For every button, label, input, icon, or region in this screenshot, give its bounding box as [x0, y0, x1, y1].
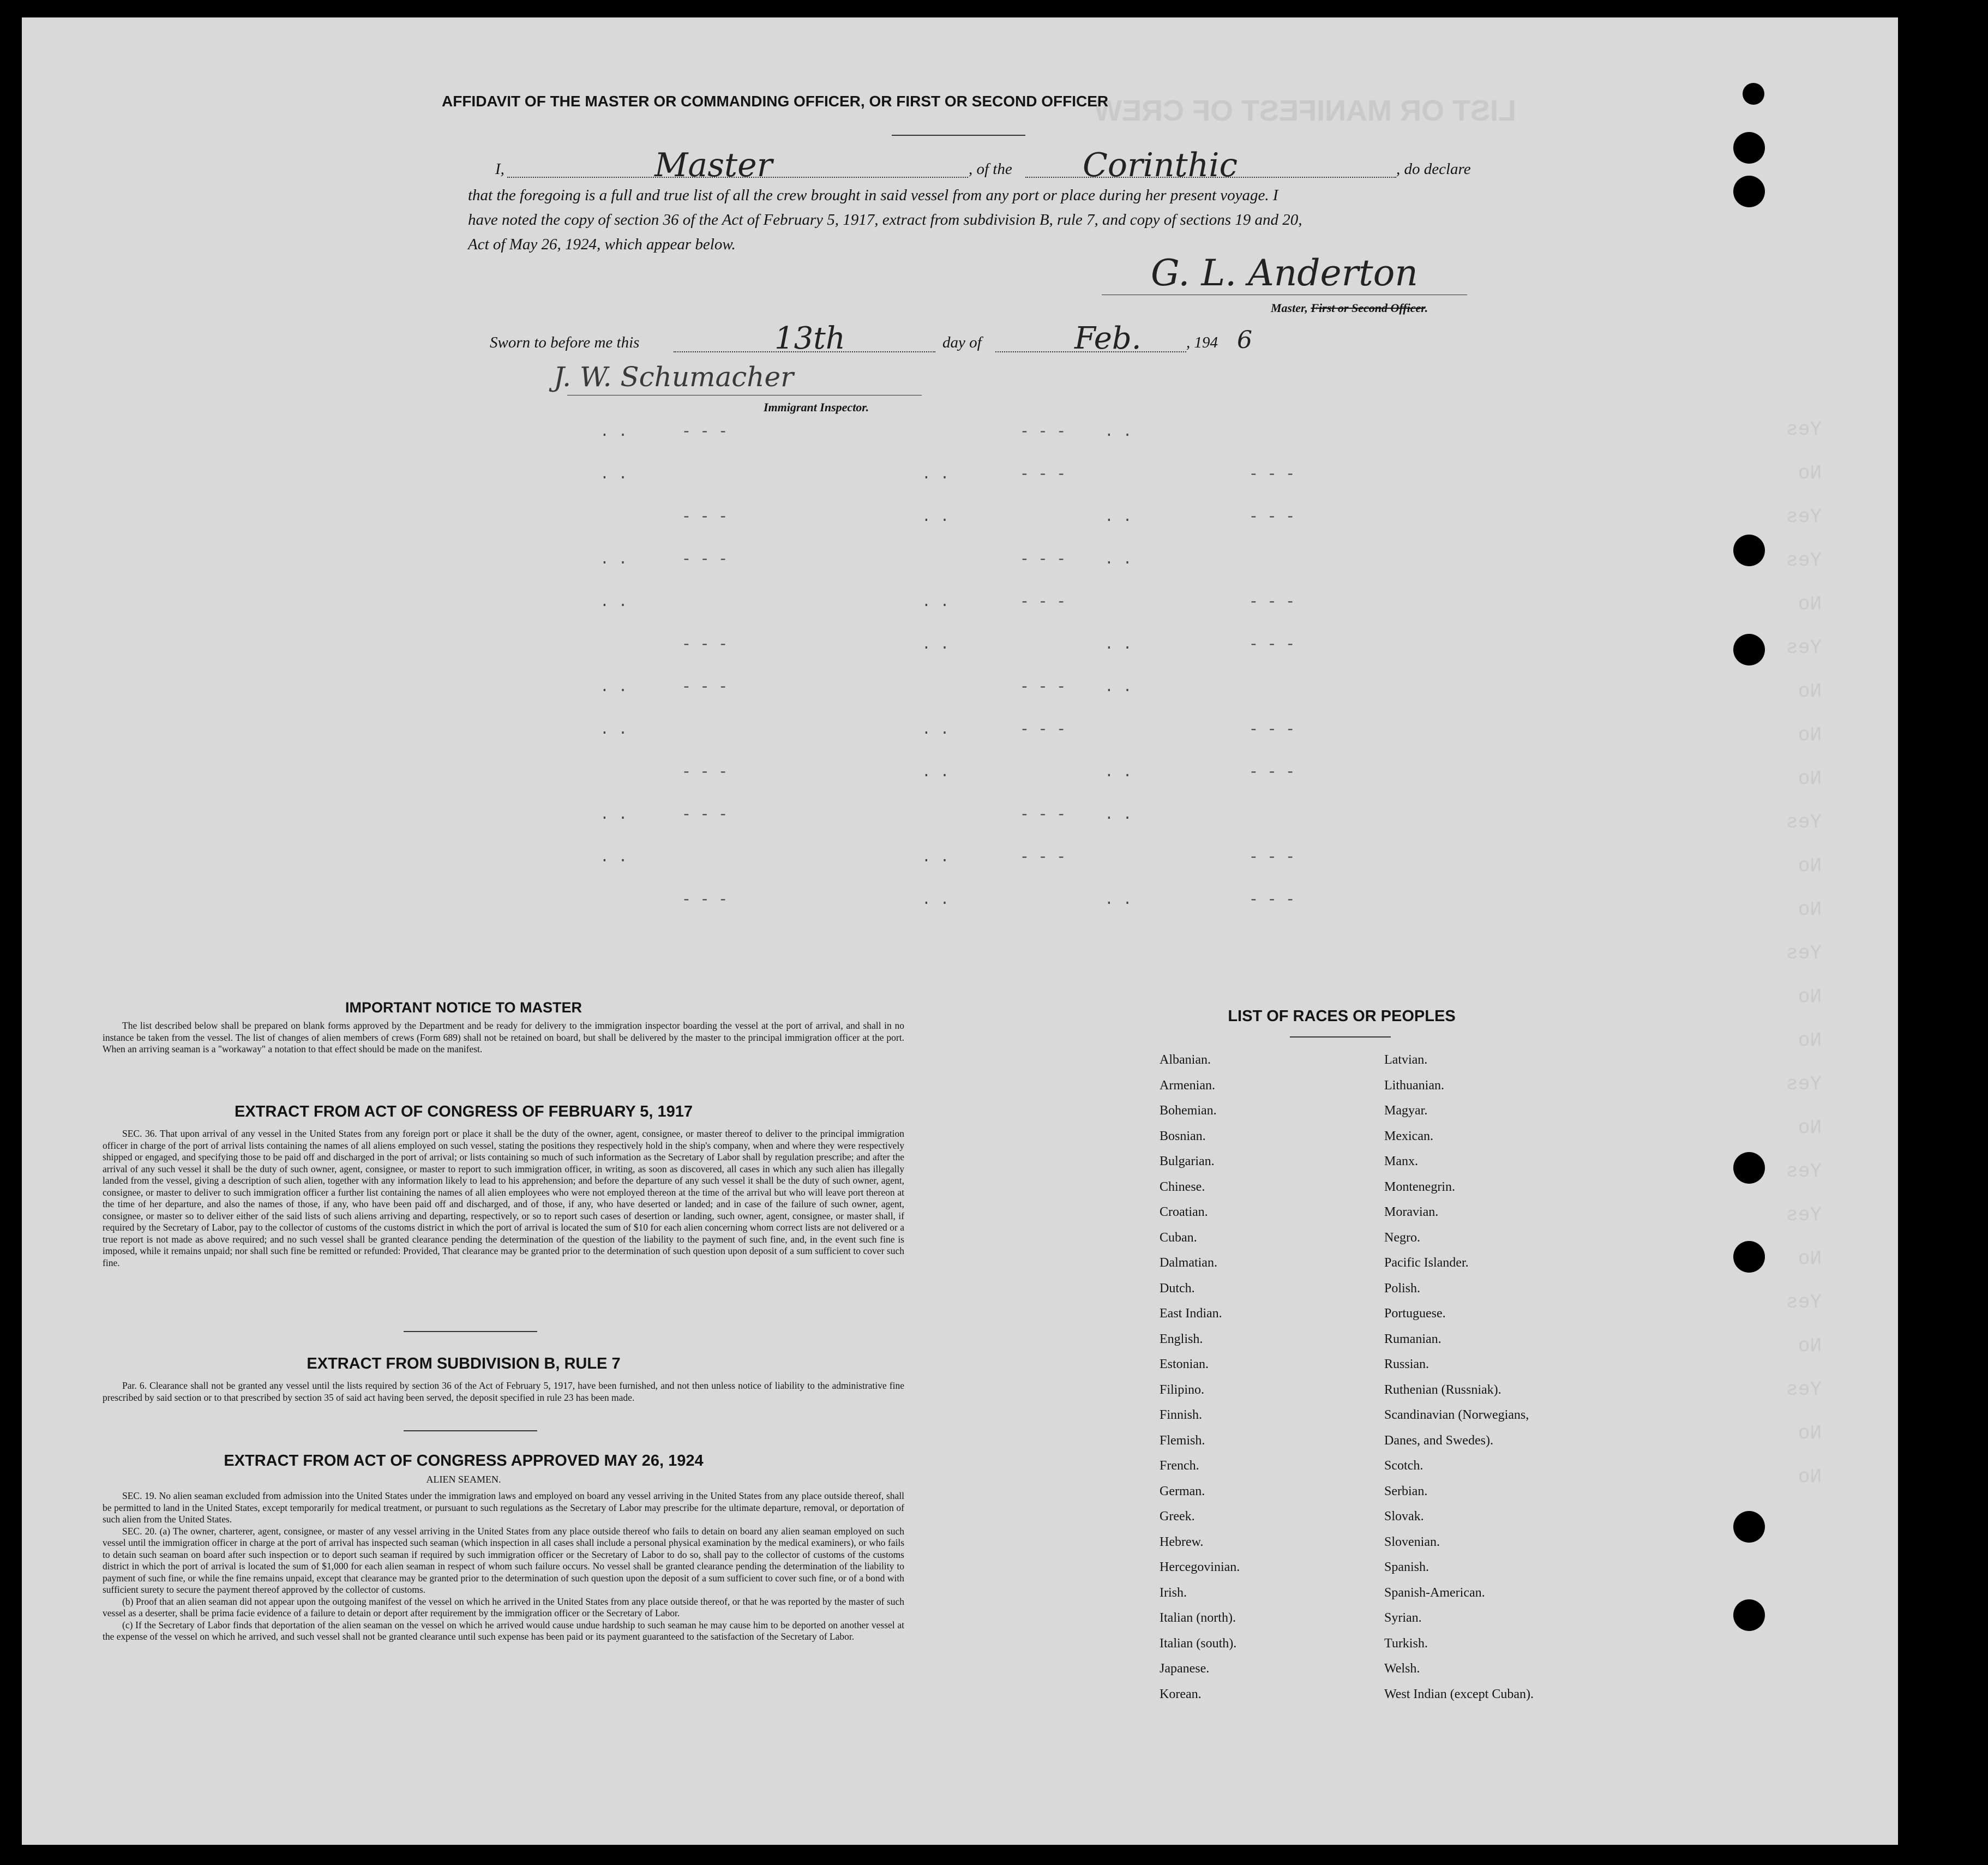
extract-rule7-paragraph: Par. 6. Clearance shall not be granted any vessel until the lists required by section 36 of the Act of February 5, 1917, have been furnished, and not then unless notice of liability to the administrative fine prescribed by said section or to that prescribed by section 35 of said act having been served, the deposit specified in rule 23 has been made. [103, 1380, 904, 1403]
race-item: Polish. [1384, 1281, 1421, 1296]
race-item: Finnish. [1160, 1408, 1203, 1422]
ditto-mark: . . [1104, 424, 1132, 441]
races-title: LIST OF RACES OR PEOPLES [1228, 1008, 1456, 1025]
sec20c-paragraph: (c) If the Secretary of Labor finds that deportation of the alien seaman on the vessel on which he arrived would cause undue hardship to such seaman he may cause him to be deported on another vessel at the expense of the vessel on which he arrived, and such vessel shall not be granted clearance until such expense has been paid or its payment guaranteed to the satisfaction of the Secretary of Labor. [103, 1619, 904, 1642]
punch-hole [1733, 535, 1765, 566]
race-item: Slovenian. [1384, 1534, 1440, 1549]
bleed-row: No [1798, 1422, 1822, 1444]
race-item: Pacific Islander. [1384, 1256, 1469, 1270]
ditto-mark: . . [600, 722, 628, 739]
ditto-mark: - - - [1249, 722, 1295, 739]
ditto-mark: - - - [682, 637, 728, 653]
extract-1917-text [103, 1128, 904, 1269]
master-caption-struck: First or Second Officer [1311, 301, 1425, 315]
ditto-mark: . . [1104, 892, 1132, 909]
ditto-mark: . . [1104, 551, 1132, 568]
punch-hole [1733, 1599, 1765, 1631]
extract-rule7-text [103, 1380, 904, 1404]
ditto-mark: - - - [1020, 722, 1066, 739]
race-item: Rumanian. [1384, 1332, 1442, 1346]
race-item: Spanish. [1384, 1560, 1430, 1574]
bleed-row: Yes [1786, 1160, 1822, 1183]
bleed-header: LIST OR MANIFEST OF CREW [1094, 94, 1516, 127]
bleed-row: Yes [1786, 1073, 1822, 1095]
race-item: Bohemian. [1160, 1104, 1217, 1118]
ditto-mark: - - - [1249, 509, 1295, 526]
race-item: Latvian. [1384, 1053, 1428, 1067]
ditto-mark: - - - [1020, 679, 1066, 696]
bleed-row: Yes [1786, 1204, 1822, 1226]
notice-text [103, 1020, 904, 1056]
ditto-mark: . . [922, 849, 950, 866]
section-rule [404, 1430, 537, 1431]
officer-rank-handwriting: Master [654, 146, 773, 184]
race-item: English. [1160, 1332, 1203, 1346]
bleed-row: Yes [1786, 1291, 1822, 1314]
punch-hole [1733, 176, 1765, 207]
sworn-prefix: Sworn to before me this [490, 334, 640, 351]
race-item: Cuban. [1160, 1230, 1197, 1245]
bleed-row: No [1798, 462, 1822, 484]
race-item: Russian. [1384, 1357, 1430, 1371]
ditto-mark: . . [1104, 764, 1132, 781]
ditto-mark: . . [1104, 637, 1132, 653]
race-item: Spanish-American. [1384, 1585, 1485, 1600]
ditto-mark: - - - [1249, 466, 1295, 483]
race-item: East Indian. [1160, 1306, 1222, 1321]
race-item: Welsh. [1384, 1662, 1420, 1676]
ditto-mark: . . [922, 509, 950, 526]
race-item: Hebrew. [1160, 1534, 1204, 1549]
race-item: Moravian. [1384, 1205, 1439, 1219]
ditto-mark: - - - [1020, 807, 1066, 824]
ditto-mark: . . [600, 679, 628, 696]
race-item: Manx. [1384, 1154, 1418, 1168]
race-item: Magyar. [1384, 1104, 1428, 1118]
affidavit-line1-mid: , of the [969, 160, 1012, 178]
punch-hole [1733, 1152, 1765, 1184]
inspector-signature: J. W. Schumacher [554, 361, 794, 393]
race-item: Flemish. [1160, 1433, 1205, 1448]
ditto-mark: - - - [1020, 466, 1066, 483]
bleed-row: Yes [1786, 637, 1822, 659]
race-item: Ruthenian (Russniak). [1384, 1382, 1501, 1397]
race-item: Danes, and Swedes). [1384, 1433, 1493, 1448]
sworn-day-label: day of [942, 334, 982, 351]
bleed-row: Yes [1786, 811, 1822, 833]
extract-1917-paragraph: SEC. 36. That upon arrival of any vessel in the United States from any foreign port or place it shall be the duty of the owner, agent, consignee, or master thereof to deliver to the principal immigration officer in charge of the port of arrival lists containing the names of all aliens employed on such vessel, stating the positions they respectively hold in the ship's company, when and where they were respectively shipped or engaged, and specifying those to be paid off and discharged in the port of arrival; or lists containing so much of such information as the Secretary of Labor shall by regulation prescribe; and after the arrival of any such vessel it shall be the duty of such owner, agent, consignee, or master to report to such immigration officer, in writing, as soon as discovered, all cases in which any such alien has illegally landed from the vessel, giving a description of such alien, together with any information likely to lead to his apprehension; and before the departure of any such vessel it shall be the duty of such owner, agent, consignee, or master to deliver to such immigration officer a further list containing the names of all alien employees who were not employed thereon at the time of the arrival but who will leave port thereon at the time of her departure, and also the names of those, if any, who have been paid off and discharged, and of those, if any, who have deserted or landed; and in case of the failure of such owner, agent, consignee, or master so to deliver either of the said lists of such aliens arriving and departing, respectively, or so to report such cases of desertion or landing, such owner, agent, consignee, or master shall, if required by the Secretary of Labor, pay to the collector of customs of the customs district in which the port of arrival is located the sum of $10 for each alien concerning whom correct lists are not delivered or a true report is not made as above required; and no such vessel shall be granted clearance pending the determination of the question of the liability to the payment of such fine, and, in the event such fine is imposed, while it remains unpaid; nor shall such fine be remitted or refunded: Provided, That clearance may be granted prior to the determination of such question upon deposit of a sum sufficient to cover such fine. [103, 1128, 904, 1268]
sworn-year-prefix: , 194 [1186, 334, 1218, 351]
race-item: Turkish. [1384, 1636, 1428, 1651]
ditto-mark: . . [922, 764, 950, 781]
master-caption-prefix: Master, [1271, 301, 1308, 315]
extract-rule7-title: EXTRACT FROM SUBDIVISION B, RULE 7 [307, 1355, 621, 1372]
ditto-mark: . . [600, 466, 628, 483]
punch-hole [1733, 634, 1765, 665]
ditto-mark: . . [922, 466, 950, 483]
ditto-mark: . . [600, 594, 628, 611]
bleed-row: Yes [1786, 1378, 1822, 1401]
race-item: Albanian. [1160, 1053, 1211, 1067]
ditto-mark: - - - [1249, 637, 1295, 653]
race-item: Negro. [1384, 1230, 1420, 1245]
race-item: Montenegrin. [1384, 1179, 1455, 1194]
inspector-caption: Immigrant Inspector. [764, 400, 869, 414]
race-item: Irish. [1160, 1585, 1187, 1600]
sworn-year-digit: 6 [1237, 326, 1252, 354]
notice-title: IMPORTANT NOTICE TO MASTER [345, 999, 582, 1016]
affidavit-line2: that the foregoing is a full and true list of all the crew brought in said vessel from any port or place during her present voyage. I [468, 187, 1278, 204]
affidavit-line1-suffix: , do declare [1396, 160, 1471, 178]
bleed-row: No [1798, 680, 1822, 703]
race-item: Italian (south). [1160, 1636, 1237, 1651]
bleed-row: No [1798, 855, 1822, 877]
race-item: Chinese. [1160, 1179, 1205, 1194]
document-page [22, 17, 1898, 1845]
bleed-row: No [1798, 593, 1822, 615]
bleed-row: No [1798, 767, 1822, 790]
punch-hole [1733, 132, 1765, 164]
ditto-mark: - - - [1020, 551, 1066, 568]
punch-hole [1743, 83, 1764, 105]
affidavit-line4: Act of May 26, 1924, which appear below. [468, 236, 736, 253]
race-item: Bulgarian. [1160, 1154, 1215, 1168]
race-item: Estonian. [1160, 1357, 1209, 1371]
extract-1924-title: EXTRACT FROM ACT OF CONGRESS APPROVED MAY 26, 1924 [224, 1452, 704, 1470]
ditto-mark: . . [1104, 807, 1132, 824]
ditto-mark: . . [922, 722, 950, 739]
extract-1924-subtitle: ALIEN SEAMEN. [426, 1474, 501, 1485]
ditto-mark: - - - [1249, 594, 1295, 611]
ditto-mark: - - - [1249, 764, 1295, 781]
race-item: Filipino. [1160, 1382, 1205, 1397]
races-title-rule [1290, 1036, 1391, 1038]
ditto-mark: - - - [1249, 892, 1295, 909]
sec20b-paragraph: (b) Proof that an alien seaman did not appear upon the outgoing manifest of the vessel on which he arrived in the United States from any place outside thereof, or that he was reported by the master of such vessel as a deserter, shall be prima facie evidence of a failure to detain or deport after requirement by the immigration officer or the Secretary of Labor. [103, 1596, 904, 1618]
races-column-2 [1384, 1047, 1534, 1707]
master-signature: G. L. Anderton [1151, 252, 1418, 294]
bleed-row: No [1798, 898, 1822, 921]
extract-1917-title: EXTRACT FROM ACT OF CONGRESS OF FEBRUARY 5, 1917 [234, 1103, 693, 1120]
race-item: German. [1160, 1484, 1205, 1498]
affidavit-line3: have noted the copy of section 36 of the Act of February 5, 1917, extract from subdivision B, rule 7, and copy of sections 19 and 20, [468, 211, 1302, 229]
bleed-row: Yes [1786, 506, 1822, 528]
ditto-mark: - - - [1249, 849, 1295, 866]
affidavit-line1-prefix: I, [495, 160, 504, 178]
ditto-mark: . . [600, 849, 628, 866]
ditto-mark: - - - [682, 764, 728, 781]
ditto-mark: - - - [1020, 849, 1066, 866]
affidavit-title-rule [892, 135, 1025, 136]
races-column-1 [1160, 1047, 1240, 1707]
race-item: French. [1160, 1459, 1199, 1473]
vessel-name-handwriting: Corinthic [1083, 146, 1238, 184]
ditto-mark: . . [600, 424, 628, 441]
ditto-mark: - - - [682, 551, 728, 568]
notice-paragraph: The list described below shall be prepared on blank forms approved by the Department and be ready for delivery to the immigration inspector boarding the vessel at the port of arrival, and shall in no instance be taken from the vessel. The list of changes of alien members of crews (Form 689) shall not be retained on board, but shall be delivered by the master to the principal immigration officer at the port. When an arriving seaman is a "workaway" a notation to that effect should be made on the manifest. [103, 1020, 904, 1054]
bleed-row: Yes [1786, 418, 1822, 441]
bleed-row: No [1798, 1029, 1822, 1052]
ditto-mark: . . [922, 594, 950, 611]
bleed-row: Yes [1786, 942, 1822, 964]
ditto-mark: - - - [682, 679, 728, 696]
ditto-mark: - - - [1020, 424, 1066, 441]
punch-hole [1733, 1241, 1765, 1273]
race-item: Croatian. [1160, 1205, 1208, 1219]
bleed-row: No [1798, 1117, 1822, 1139]
bleed-row: No [1798, 986, 1822, 1008]
sec20a-paragraph: SEC. 20. (a) The owner, charterer, agent, consignee, or master of any vessel arriving in the United States from any place outside thereof who fails to detain on board any alien seaman employed on such vessel until the immigration officer in charge at the port of arrival has inspected such seaman (which inspection in all cases shall include a personal physical examination by the medical examiners), or who fails to detain such seaman on board after such inspection or to deport such seaman if required by such immigration officer or the Secretary of Labor to do so, shall pay to the collector of customs of the customs district in which the port of arrival is located the sum of $1,000 for each alien seaman in respect of whom such failure occurs. No vessel shall be granted clearance pending the determination of the liability to payment of such fine, or while the fine remains unpaid, except that clearance may be granted prior to the determination of such question upon the deposit of a sum sufficient to cover such fine, or of a bond with sufficient surety to secure the payment thereof approved by the collector of customs. [103, 1525, 904, 1595]
section-rule [404, 1331, 537, 1332]
bleed-row: No [1798, 724, 1822, 746]
extract-1924-text [103, 1490, 904, 1643]
ditto-mark: . . [922, 637, 950, 653]
race-item: Lithuanian. [1384, 1078, 1444, 1093]
master-caption-suffix: . [1425, 301, 1428, 315]
race-item: Portuguese. [1384, 1306, 1446, 1321]
sec19-paragraph: SEC. 19. No alien seaman excluded from admission into the United States under the immigration laws and employed on board any vessel arriving in the United States from any place outside thereof, shall be permitted to land in the United States, except temporarily for medical treatment, or pursuant to such regulations as the Secretary of Labor may prescribe for the ultimate departure, removal, or deportation of such alien from the United States. [103, 1490, 904, 1525]
race-item: Greek. [1160, 1509, 1195, 1524]
ditto-mark: . . [1104, 679, 1132, 696]
race-item: Japanese. [1160, 1662, 1210, 1676]
race-item: Scotch. [1384, 1459, 1424, 1473]
bleed-row: No [1798, 1248, 1822, 1270]
sworn-day-handwriting: 13th [774, 321, 845, 356]
race-item: West Indian (except Cuban). [1384, 1687, 1534, 1701]
bleed-row: Yes [1786, 549, 1822, 572]
race-item: Bosnian. [1160, 1129, 1206, 1143]
ditto-mark: - - - [682, 807, 728, 824]
race-item: Korean. [1160, 1687, 1202, 1701]
race-item: Armenian. [1160, 1078, 1215, 1093]
ditto-mark: . . [600, 807, 628, 824]
ditto-mark: . . [600, 551, 628, 568]
race-item: Scandinavian (Norwegians, [1384, 1408, 1529, 1422]
race-item: Dutch. [1160, 1281, 1195, 1296]
race-item: Italian (north). [1160, 1611, 1236, 1625]
master-caption [1271, 301, 1428, 315]
punch-hole [1733, 1511, 1765, 1543]
ditto-mark: - - - [682, 892, 728, 909]
race-item: Mexican. [1384, 1129, 1433, 1143]
race-item: Dalmatian. [1160, 1256, 1217, 1270]
race-item: Serbian. [1384, 1484, 1428, 1498]
bleed-row: No [1798, 1466, 1822, 1488]
ditto-mark: - - - [682, 509, 728, 526]
ditto-mark: - - - [682, 424, 728, 441]
race-item: Hercegovinian. [1160, 1560, 1240, 1574]
race-item: Slovak. [1384, 1509, 1424, 1524]
bleed-row: No [1798, 1335, 1822, 1357]
affidavit-title: AFFIDAVIT OF THE MASTER OR COMMANDING OFFICER, OR FIRST OR SECOND OFFICER [442, 93, 1109, 110]
ditto-mark: - - - [1020, 594, 1066, 611]
ditto-mark: . . [1104, 509, 1132, 526]
race-item: Syrian. [1384, 1611, 1422, 1625]
ditto-mark: . . [922, 892, 950, 909]
sworn-month-handwriting: Feb. [1074, 321, 1142, 356]
